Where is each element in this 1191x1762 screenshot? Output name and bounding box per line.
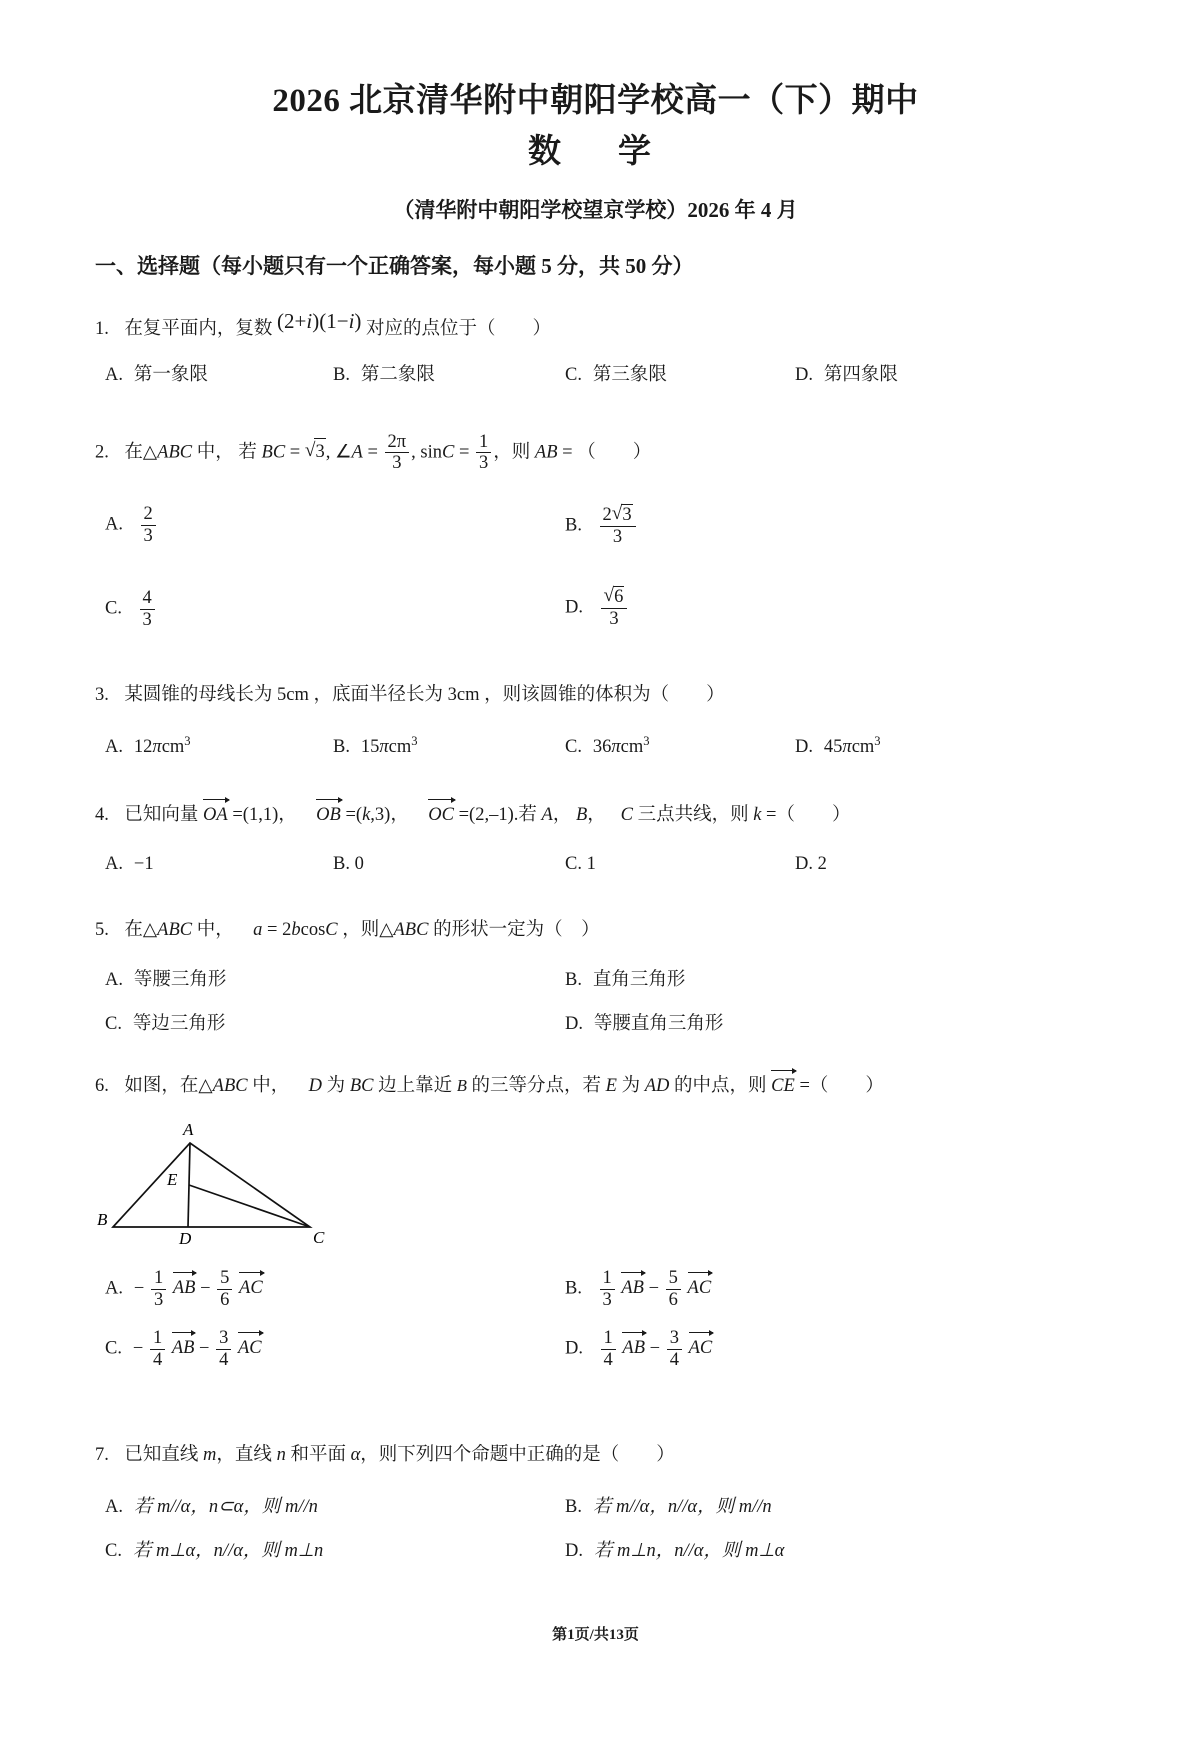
option-label: B. <box>333 736 350 757</box>
question-5-stem: 5. 在△ABC 中， a = 2bcosC ，则△ABC 的形状一定为（ ） <box>95 920 600 941</box>
option-label: B. <box>565 1496 582 1517</box>
vector-ce-icon: CE <box>771 1071 795 1101</box>
question-1-text-post: 对应的点位于（ ） <box>366 318 552 339</box>
question-7-stem: 7. 已知直线 m，直线 n 和平面 α，则下列四个命题中正确的是（ ） <box>95 1444 675 1465</box>
question-4-number: 4. <box>95 804 109 825</box>
label-c: C <box>313 1227 325 1247</box>
option-6-c[interactable]: C. − $\frac{1}{4}$ AB − $\frac{3}{4}$ AC <box>105 1327 262 1370</box>
option-text: 第三象限 <box>592 364 667 385</box>
label-b: B <box>97 1209 108 1229</box>
option-2-c[interactable] <box>105 588 157 630</box>
option-label: B. <box>565 1278 582 1299</box>
option-sign: − <box>649 1338 661 1359</box>
option-label: B. <box>565 515 582 536</box>
vector-oc-icon: OC <box>428 800 454 830</box>
vector-ab-icon: AB <box>172 1333 195 1363</box>
vector-ac-icon: AC <box>239 1273 263 1303</box>
option-sign: − <box>133 1278 145 1299</box>
question-2-number: 2. <box>95 441 109 462</box>
option-5-c[interactable] <box>105 1011 225 1039</box>
label-a: A <box>183 1119 194 1139</box>
option-2-d-fraction: √ $\frac{6}{3}$ <box>601 586 628 629</box>
question-4-stem: 4. 已知向量 OA =(1,1)， OB =(k,3)， OC =(2,–1).若 A， B， C 三点共线，则 k =（ ） <box>95 800 1191 830</box>
option-label: A. <box>105 854 123 875</box>
option-label: D. <box>795 736 813 757</box>
question-5-options <box>95 967 1191 1035</box>
question-5 <box>95 917 1191 1035</box>
option-sign: − <box>132 1338 144 1359</box>
sqrt-3-icon: √ 3 <box>305 438 326 467</box>
option-text: 若 m//α，n//α，则 m//n <box>592 1496 772 1517</box>
option-label: D. <box>565 1338 583 1359</box>
vector-oa-icon: OA <box>203 800 228 830</box>
question-2 <box>95 431 1191 630</box>
vector-ab-icon: AB <box>622 1333 645 1363</box>
option-3-a[interactable]: A. 12πcm$^3$ <box>105 733 191 757</box>
option-5-a[interactable] <box>105 967 226 995</box>
section-heading: 一、选择题（每小题只有一个正确答案，每小题 5 分，共 50 分） <box>95 253 694 278</box>
option-text: 若 m⊥α，n//α，则 m⊥n <box>132 1540 324 1561</box>
question-3-options <box>95 732 1191 772</box>
option-label: B. <box>333 364 350 385</box>
sqrt-6-icon: √ 6 <box>604 586 625 608</box>
option-text: 1 <box>586 854 596 875</box>
option-coef: 12 <box>133 736 153 757</box>
question-1-expression: (2+i)(1−i) <box>277 308 362 333</box>
option-label: A. <box>105 1496 123 1517</box>
fraction-1-over-3: $\frac{1}{3}$ <box>476 432 491 474</box>
question-1 <box>95 306 1191 402</box>
triangle-diagram-svg <box>95 1115 355 1247</box>
vector-ab-icon: AB <box>621 1273 644 1303</box>
question-4-options <box>95 851 1191 891</box>
option-5-d[interactable] <box>565 1011 723 1039</box>
option-coef: 45 <box>823 736 843 757</box>
option-label: D. <box>565 1540 583 1561</box>
question-4 <box>95 800 1191 892</box>
segment-ec <box>189 1185 310 1227</box>
vector-ac-icon: AC <box>238 1333 262 1363</box>
option-1-c[interactable] <box>565 362 667 390</box>
exam-source: （清华附中朝阳学校望京学校）2026 年 4 月 <box>393 197 798 222</box>
label-d: D <box>179 1228 192 1247</box>
option-text: 第四象限 <box>823 364 898 385</box>
vector-ac-icon: AC <box>689 1333 713 1363</box>
slant-height-value: 5cm <box>277 684 309 705</box>
option-label: C. <box>105 1338 122 1359</box>
option-label: D. <box>565 1014 583 1035</box>
sqrt-3-icon: √ 3 <box>612 504 633 526</box>
question-3-number: 3. <box>95 684 109 705</box>
option-text: 2 <box>817 854 827 875</box>
option-2-b-fraction: $\frac{2 √ 3}{3}$ <box>600 504 636 547</box>
question-2-options <box>95 503 1191 630</box>
option-label: A. <box>105 970 123 991</box>
option-6-b[interactable]: B. $\frac{1}{3}$ AB − $\frac{5}{6}$ AC <box>565 1267 712 1310</box>
option-6-a[interactable]: A. − $\frac{1}{3}$ AB − $\frac{5}{6}$ AC <box>105 1267 263 1310</box>
option-label: C. <box>105 598 122 619</box>
option-7-c[interactable] <box>105 1538 323 1566</box>
option-text: 等腰直角三角形 <box>593 1014 724 1035</box>
option-label: D. <box>795 854 813 875</box>
option-label: C. <box>565 364 582 385</box>
option-label: D. <box>795 364 813 385</box>
question-6-options-block <box>95 1268 1191 1368</box>
option-coef: 36 <box>592 736 612 757</box>
question-1-options <box>95 362 1191 402</box>
question-7-options <box>95 1494 1191 1561</box>
option-1-b[interactable] <box>333 362 435 390</box>
option-4-c[interactable] <box>565 851 596 879</box>
option-sign: − <box>648 1278 660 1299</box>
question-5-number: 5. <box>95 920 109 941</box>
option-text: 等腰三角形 <box>133 970 227 991</box>
option-text: 第一象限 <box>133 364 208 385</box>
question-6 <box>95 1071 1191 1101</box>
option-5-b[interactable] <box>565 967 685 995</box>
option-label: C. <box>565 854 582 875</box>
option-text: 若 m//α，n⊂α，则 m//n <box>133 1496 318 1517</box>
option-text: 等边三角形 <box>132 1014 226 1035</box>
question-7-number: 7. <box>95 1444 109 1465</box>
subject-title: 数 学 <box>528 133 663 170</box>
question-1-text-pre: 在复平面内，复数 <box>124 318 273 339</box>
vector-ac-icon: AC <box>688 1273 712 1303</box>
option-6-d[interactable]: D. $\frac{1}{4}$ AB − $\frac{3}{4}$ AC <box>565 1327 713 1370</box>
option-sign: − <box>200 1278 211 1299</box>
option-3-b[interactable]: B. 15πcm$^3$ <box>333 733 418 757</box>
option-label: B. <box>333 854 350 875</box>
fraction-2pi-over-3: $\frac{2\pi}{3}$ <box>385 432 410 474</box>
question-7 <box>95 1442 1191 1561</box>
question-1-stem <box>95 306 1191 344</box>
vector-ab-icon: AB <box>173 1273 196 1303</box>
option-label: A. <box>105 364 123 385</box>
option-label: B. <box>565 970 582 991</box>
radius-value: 3cm <box>447 684 480 705</box>
option-3-c[interactable]: C. 36πcm$^3$ <box>565 733 650 757</box>
option-4-b[interactable] <box>333 851 364 879</box>
option-text: 若 m⊥n，n//α，则 m⊥α <box>593 1540 785 1561</box>
option-3-d[interactable]: D. 45πcm$^3$ <box>795 733 881 757</box>
option-text: 直角三角形 <box>592 970 686 991</box>
option-label: D. <box>565 597 583 618</box>
question-6-options <box>95 1268 1191 1368</box>
option-7-d[interactable] <box>565 1538 784 1566</box>
triangle-abc-shape <box>113 1143 310 1227</box>
option-sign: − <box>199 1338 210 1359</box>
option-text: 0 <box>354 854 364 875</box>
option-label: A. <box>105 514 123 535</box>
question-3 <box>95 682 1191 772</box>
option-4-d[interactable] <box>795 851 827 879</box>
exam-page <box>0 78 1191 1762</box>
option-label: C. <box>105 1014 122 1035</box>
option-7-b[interactable] <box>565 1494 772 1522</box>
option-text: 第二象限 <box>360 364 435 385</box>
triangle-figure <box>95 1115 1191 1252</box>
option-text: −1 <box>133 854 154 875</box>
option-2-b[interactable] <box>565 504 638 547</box>
option-2-a[interactable] <box>105 504 158 546</box>
option-1-a[interactable] <box>105 362 208 390</box>
option-label: A. <box>105 1278 123 1299</box>
label-e: E <box>167 1169 178 1189</box>
option-label: C. <box>565 736 582 757</box>
option-2-d[interactable] <box>565 586 629 629</box>
option-2-a-fraction: $\frac{2}{3}$ <box>141 504 156 546</box>
question-2-stem: 2. 在△ABC 中， 若 BC = √ 3, ∠A = $\frac{2\pi}{3}$ , sinC = $\frac{1}{3}$ ，则 AB = （ ） <box>95 432 1191 474</box>
page-footer: 第1页/共13页 <box>552 1627 639 1643</box>
page-title: 2026 北京清华附中朝阳学校高一（下）期中 <box>272 83 919 119</box>
option-coef: 15 <box>360 736 380 757</box>
question-6-stem: 6. 如图，在△ABC 中， D 为 BC 边上靠近 B 的三等分点，若 E 为 AD 的中点，则 CE =（ ） <box>95 1071 1191 1101</box>
vector-ob-icon: OB <box>316 800 341 830</box>
option-2-c-fraction: $\frac{4}{3}$ <box>140 588 155 630</box>
option-label: C. <box>105 1540 122 1561</box>
option-7-a[interactable] <box>105 1494 318 1522</box>
question-6-number: 6. <box>95 1076 109 1097</box>
option-label: A. <box>105 736 123 757</box>
option-1-d[interactable] <box>795 362 898 390</box>
option-4-a[interactable] <box>105 851 154 879</box>
question-3-stem: 3. 某圆锥的母线长为 5cm ，底面半径长为 3cm ，则该圆锥的体积为（ ） <box>95 684 725 705</box>
question-1-number: 1. <box>95 318 109 339</box>
